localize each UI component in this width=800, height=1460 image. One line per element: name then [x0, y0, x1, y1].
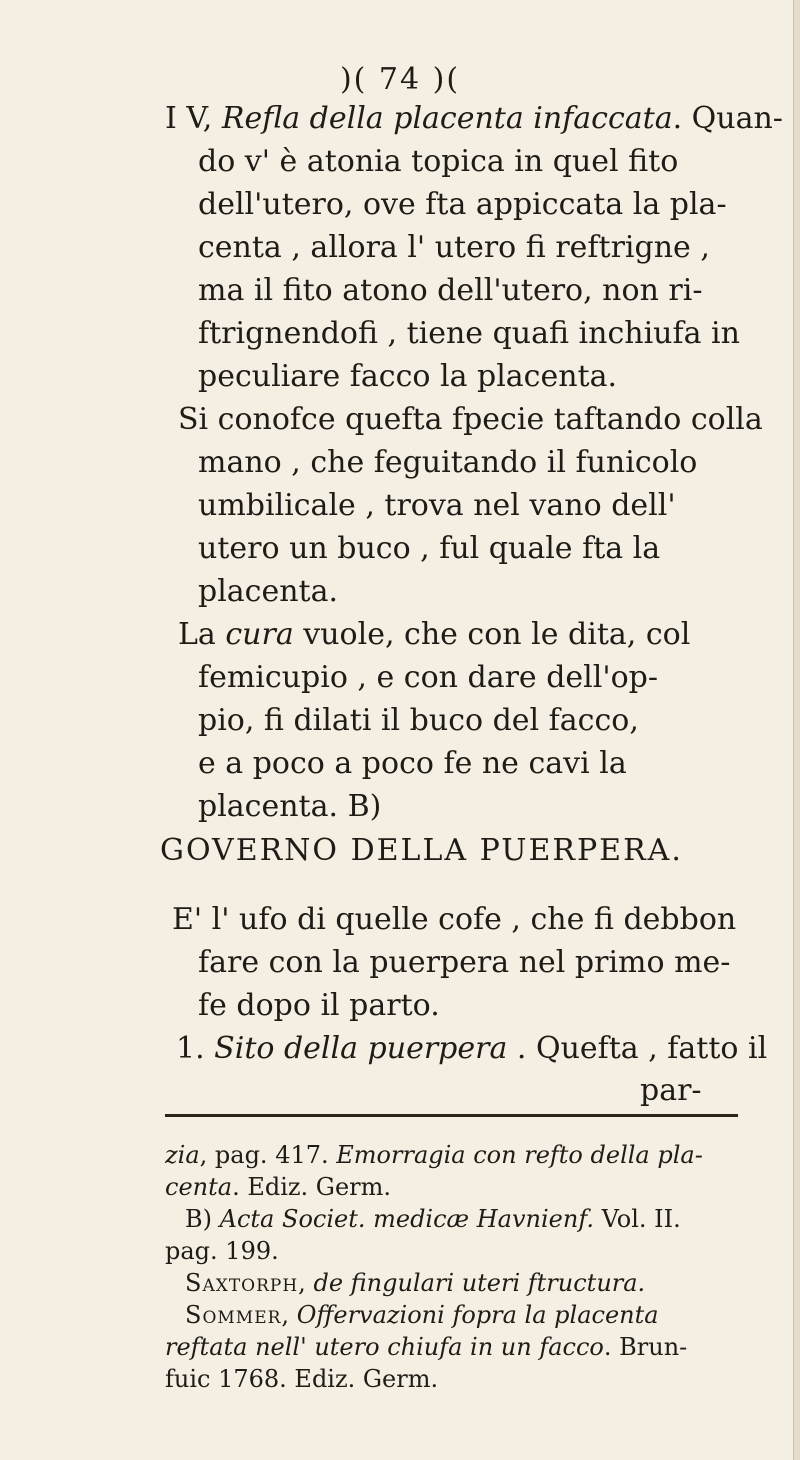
footnote-line: pag. 199.	[165, 1237, 279, 1265]
cura-rest: vuole, che con le dita, col	[303, 617, 691, 652]
footnote-line: reftata nell' utero chiufa in un facco. Brun-	[165, 1333, 688, 1361]
text-line: E' l' ufo di quelle cofe , che fi debbon	[172, 902, 737, 937]
footnote-line: B) Acta Societ. medicæ Havnienf. Vol. II.	[185, 1205, 681, 1233]
text-line: peculiare facco la placenta.	[198, 359, 618, 394]
text-line: mano , che feguitando il funicolo	[198, 445, 698, 480]
text-line: pio, fi dilati il buco del facco,	[198, 703, 639, 738]
cura-start: La	[178, 617, 216, 652]
page-number: )( 74 )(	[339, 62, 461, 97]
cura-term: cura	[225, 617, 294, 652]
section-marker: I V,	[165, 101, 213, 136]
text-line: umbilicale , trova nel vano dell'	[198, 488, 676, 523]
item-1-line	[176, 1030, 767, 1068]
text-line: e a poco a poco fe ne cavi la	[198, 746, 627, 781]
text-line: do v' è atonia topica in quel fito	[198, 144, 679, 179]
text-line: centa , allora l' utero fi reftrigne ,	[198, 230, 710, 265]
text-line: fare con la puerpera nel primo me-	[198, 945, 731, 980]
section-iv-line-1	[165, 100, 783, 138]
text-line: ma il fito atono dell'utero, non ri-	[198, 273, 703, 308]
footnote-line: Sommer, Offervazioni fopra la placenta	[185, 1301, 659, 1329]
text-line: utero un buco , ful quale fta la	[198, 531, 661, 566]
text-line: fe dopo il parto.	[198, 988, 440, 1023]
page-edge	[793, 0, 800, 1460]
footnote-line: Saxtorph, de fingulari uteri ftructura.	[185, 1269, 646, 1297]
section-title-cont: . Quan-	[672, 101, 783, 136]
text-line: dell'utero, ove fta appiccata la pla-	[198, 187, 727, 222]
footnote-line: fuic 1768. Ediz. Germ.	[165, 1365, 439, 1393]
section-heading: GOVERNO DELLA PUERPERA.	[160, 833, 683, 868]
text-line: femicupio , e con dare dell'op-	[198, 660, 659, 695]
text-line: placenta. B)	[198, 789, 382, 824]
footnote-line: centa. Ediz. Germ.	[165, 1173, 392, 1201]
footnote-line: zia, pag. 417. Emorragia con refto della pla-	[165, 1141, 703, 1169]
section-title: Refla della placenta infaccata	[221, 101, 673, 136]
item-number: 1.	[176, 1031, 205, 1066]
catchword: par-	[640, 1073, 702, 1108]
text-line: placenta.	[198, 574, 339, 609]
footnote-rule	[165, 1114, 738, 1117]
item-title: Sito della puerpera	[214, 1031, 508, 1066]
cura-line-1	[178, 616, 690, 654]
text-line: ftrignendofi , tiene quafi inchiufa in	[198, 316, 740, 351]
text-line: Si conofce quefta fpecie taftando colla	[178, 402, 763, 437]
item-rest: . Quefta , fatto il	[516, 1031, 768, 1066]
